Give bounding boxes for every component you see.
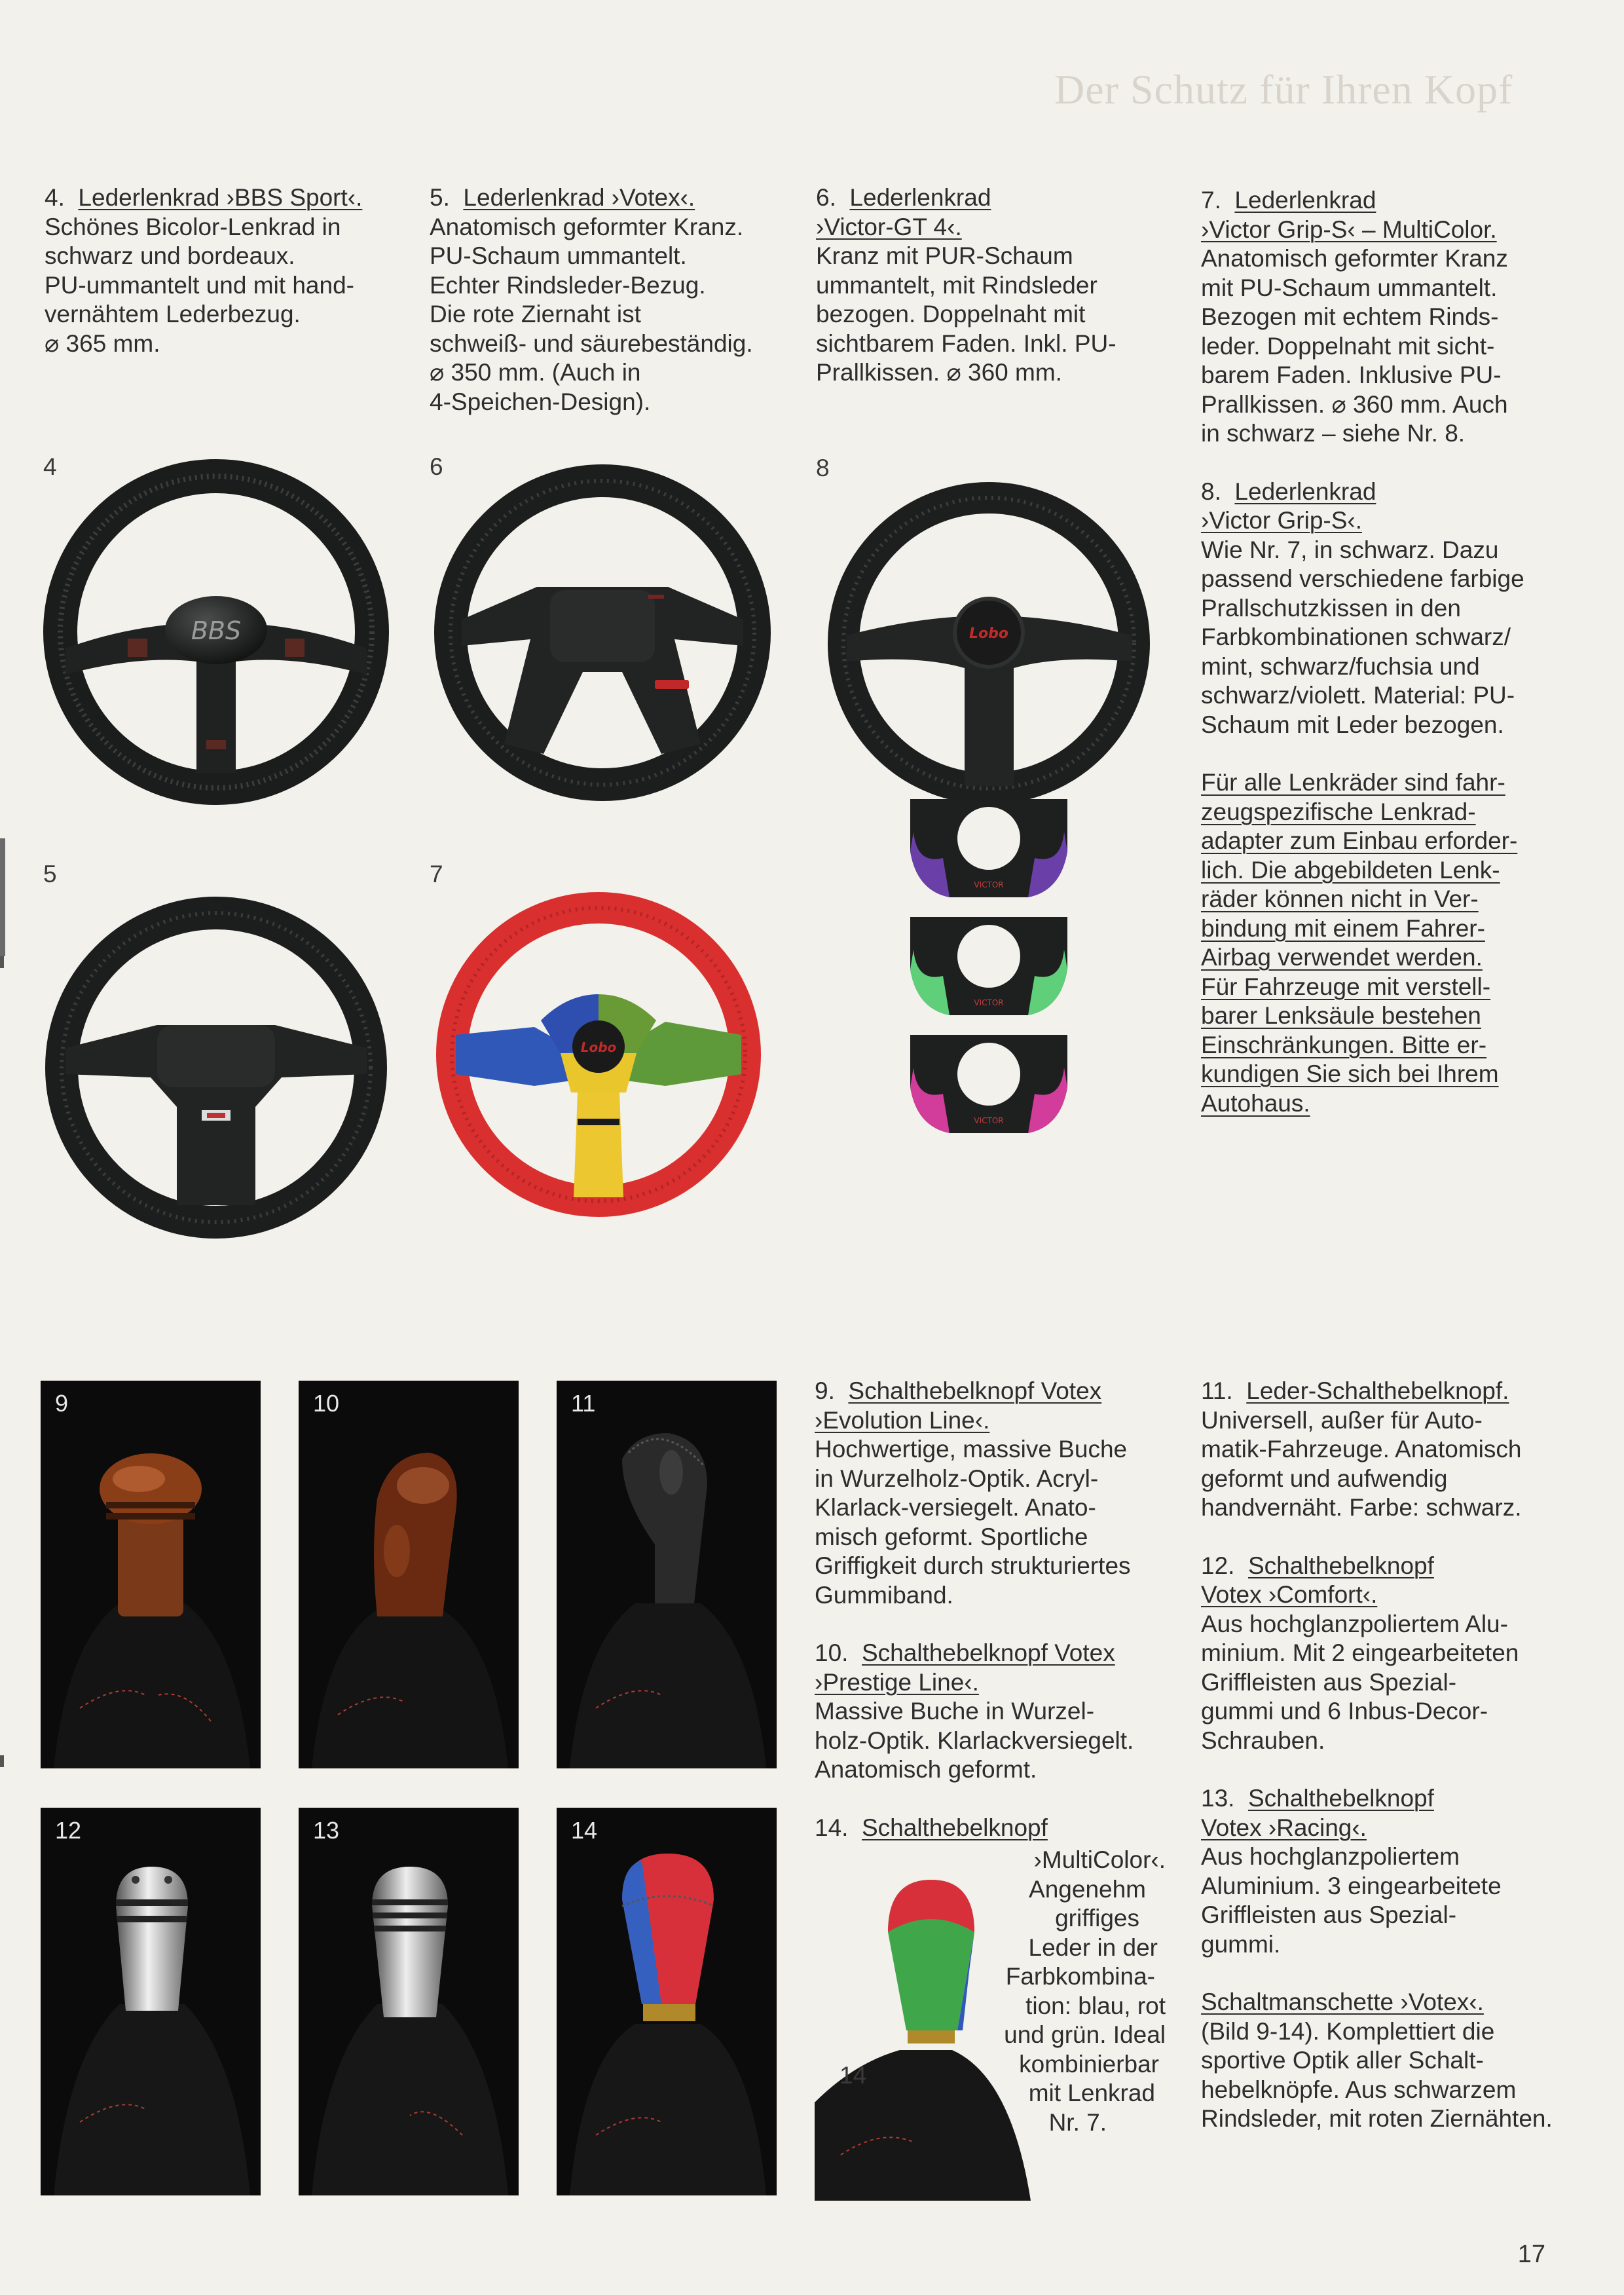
desc-line: Griffleisten aus Spezial- (1201, 1668, 1457, 1696)
photo-gear-knob-14 (557, 1808, 777, 2195)
item-number: 14. (815, 1814, 849, 1841)
desc-line: handvernäht. Farbe: schwarz. (1201, 1494, 1522, 1521)
desc-line: in Wurzelholz-Optik. Acryl- (815, 1465, 1099, 1492)
item-number: 9. (815, 1377, 835, 1404)
desc-line: geformt und aufwendig (1201, 1465, 1448, 1492)
item-title: Lederlenkrad ›BBS Sport‹. (78, 184, 363, 211)
desc-line: und grün. Ideal (1004, 2021, 1166, 2048)
photo-label: 10 (313, 1390, 340, 1417)
figure-label-7: 7 (430, 861, 443, 887)
note-line: bindung mit einem Fahrer- (1201, 914, 1485, 942)
note-line: Für alle Lenkräder sind fahr- (1201, 769, 1505, 796)
desc-line: passend verschiedene farbige (1201, 565, 1524, 592)
gear-knob-aluminium-comfort (41, 1808, 261, 2195)
note-line: kundigen Sie sich bei Ihrem (1201, 1060, 1499, 1087)
text-column-right (1201, 186, 1581, 1147)
note-line: zeugspezifische Lenkrad- (1201, 798, 1476, 825)
item-title: Schaltmanschette ›Votex‹. (1201, 1988, 1484, 2015)
gear-knob-wood-evolution (41, 1381, 261, 1768)
note-line: Autohaus. (1201, 1089, 1310, 1117)
item-number: 11. (1201, 1377, 1233, 1404)
gear-knob-leather (557, 1381, 777, 1768)
desc-line: Wie Nr. 7, in schwarz. Dazu (1201, 536, 1499, 563)
desc-line: sportive Optik aller Schalt- (1201, 2047, 1484, 2074)
page-edge-dot (0, 956, 4, 968)
desc-line: Kranz mit PUR-Schaum (816, 242, 1073, 269)
item-number: 8. (1201, 477, 1221, 505)
steering-wheel-victor-multicolor (430, 883, 770, 1223)
desc-line: schwarz/violett. Material: PU- (1201, 682, 1515, 709)
text-item-5 (430, 183, 796, 445)
desc-line: PU-ummantelt und mit hand- (45, 271, 354, 299)
desc-line: Farbkombinationen schwarz/ (1201, 624, 1511, 650)
steering-wheel-votex-4-spoke (426, 456, 779, 810)
victor-logo: VICTOR (974, 998, 1004, 1007)
note-line: barer Lenksäule bestehen (1201, 1002, 1481, 1029)
desc-line: minium. Mit 2 eingearbeiteten (1201, 1639, 1519, 1666)
desc-line: schweiß- und säurebeständig. (430, 329, 753, 357)
desc-line: Rindsleder, mit roten Ziernähten. (1201, 2105, 1553, 2132)
desc-line: Griffigkeit durch strukturiertes (815, 1552, 1131, 1579)
figure-label-5: 5 (43, 861, 57, 887)
desc-line: mint, schwarz/fuchsia und (1201, 652, 1480, 680)
photo-gear-knob-9 (41, 1381, 261, 1768)
text-item-8 (1201, 477, 1581, 740)
lobo-logo: Lobo (580, 1039, 617, 1055)
item-number: 12. (1201, 1552, 1235, 1579)
text-item-13 (1201, 1784, 1581, 1959)
item-title: Lederlenkrad ›Votex‹. (463, 184, 695, 211)
photo-label: 12 (55, 1817, 82, 1844)
note-line: adapter zum Einbau erforder- (1201, 827, 1518, 854)
desc-line: PU-Schaum ummantelt. (430, 242, 687, 269)
text-item-9 (815, 1377, 1181, 1610)
item-title: Votex ›Comfort‹. (1201, 1581, 1378, 1608)
gear-knob-wood-prestige (299, 1381, 519, 1768)
item-title: ›Victor-GT 4‹. (816, 213, 962, 240)
item-title: ›MultiColor‹. (1033, 1846, 1166, 1873)
gear-knob-multicolor (557, 1808, 777, 2195)
desc-line: holz-Optik. Klarlackversiegelt. (815, 1726, 1134, 1754)
note-line: Airbag verwendet werden. (1201, 944, 1483, 971)
page-header-title: Der Schutz für Ihren Kopf (1054, 66, 1513, 113)
page-edge-dot (0, 1755, 4, 1767)
desc-line: sichtbarem Faden. Inkl. PU- (816, 329, 1116, 357)
desc-line: Schaum mit Leder bezogen. (1201, 711, 1504, 738)
photo-label: 9 (55, 1390, 69, 1417)
text-item-14-heading (815, 1814, 1181, 1843)
text-item-10 (815, 1639, 1181, 1785)
desc-line: barem Faden. Inklusive PU- (1201, 362, 1502, 388)
desc-line: leder. Doppelnaht mit sicht- (1201, 332, 1495, 360)
item-title: ›Victor Grip-S‹. (1201, 507, 1363, 534)
item-title: Schalthebelknopf Votex (848, 1377, 1102, 1404)
figure-label-6: 6 (430, 453, 443, 480)
photo-label: 14 (571, 1817, 598, 1844)
text-shift-boot (1201, 1988, 1581, 2134)
desc-line: Aus hochglanzpoliertem (1201, 1843, 1460, 1870)
desc-line: gummi und 6 Inbus-Decor- (1201, 1698, 1488, 1725)
item-number: 10. (815, 1639, 849, 1666)
steering-wheel-victor-grip-s (817, 472, 1158, 812)
desc-line: Nr. 7. (1048, 2108, 1107, 2136)
victor-logo: VICTOR (974, 1116, 1004, 1125)
text-item-4 (45, 183, 411, 387)
desc-line: mit PU-Schaum ummantelt. (1201, 274, 1498, 301)
desc-line: Anatomisch geformter Kranz (1201, 245, 1508, 272)
desc-line: griffiges (1055, 1905, 1139, 1931)
item-title: Schalthebelknopf Votex (862, 1639, 1115, 1666)
desc-line: Anatomisch geformter Kranz. (430, 213, 744, 240)
desc-line: Schrauben. (1201, 1726, 1325, 1754)
steering-wheel-bbs-sport (39, 458, 393, 812)
item-number: 7. (1201, 187, 1221, 214)
photo-label: 11 (571, 1390, 596, 1417)
desc-line: matik-Fahrzeuge. Anatomisch (1201, 1436, 1522, 1463)
victor-logo: VICTOR (974, 880, 1004, 889)
item-title: Lederlenkrad (1234, 187, 1376, 214)
desc-line: vernähtem Lederbezug. (45, 301, 301, 327)
note-line: Einschränkungen. Bitte er- (1201, 1031, 1487, 1058)
text-item-12 (1201, 1552, 1581, 1756)
desc-line: tion: blau, rot (1025, 1992, 1166, 2019)
pad-cover-fuchsia (910, 1035, 1067, 1133)
desc-line: Die rote Ziernaht ist (430, 301, 641, 327)
desc-line: Bezogen mit echtem Rinds- (1201, 303, 1499, 330)
desc-line: Prallkissen. ⌀ 360 mm. Auch (1201, 390, 1508, 418)
figure-label-14: 14 (840, 2062, 867, 2089)
figure-label-4: 4 (43, 453, 57, 480)
photo-gear-knob-13 (299, 1808, 519, 2195)
steering-wheel-votex (39, 891, 393, 1244)
note-line: Für Fahrzeuge mit verstell- (1201, 973, 1491, 1000)
note-line: räder können nicht in Ver- (1201, 886, 1479, 912)
item-title: Schalthebelknopf (862, 1814, 1048, 1841)
impact-pad-covers (904, 786, 1074, 1179)
photo-gear-knob-11 (557, 1381, 777, 1768)
desc-line: Gummiband. (815, 1581, 953, 1609)
photo-gear-knob-12 (41, 1808, 261, 2195)
item-title: Votex ›Racing‹. (1201, 1814, 1367, 1841)
desc-line: Aluminium. 3 eingearbeitete (1201, 1872, 1502, 1899)
page-edge-mark (0, 838, 5, 956)
desc-line: ⌀ 365 mm. (45, 329, 160, 357)
text-column-gear-left (815, 1377, 1181, 1842)
desc-line: Angenehm (1029, 1875, 1146, 1903)
mounting-note (1201, 768, 1581, 1118)
bbs-logo: BBS (191, 616, 242, 645)
desc-line: Prallkissen. ⌀ 360 mm. (816, 359, 1062, 386)
desc-line: Leder in der (1028, 1933, 1158, 1961)
desc-line: misch geformt. Sportliche (815, 1523, 1088, 1550)
text-item-7 (1201, 186, 1581, 449)
item-title: Schalthebelknopf (1248, 1785, 1434, 1812)
text-item-11 (1201, 1377, 1581, 1523)
desc-line: Farbkombina- (1005, 1963, 1155, 1990)
desc-line: kombinierbar (1019, 2050, 1159, 2078)
desc-line: gummi. (1201, 1930, 1281, 1958)
desc-line: Anatomisch geformt. (815, 1756, 1037, 1783)
item-title: ›Victor Grip-S‹ – MultiColor. (1201, 215, 1497, 243)
item-title: Lederlenkrad (1234, 477, 1376, 505)
page-number: 17 (1517, 2241, 1545, 2268)
gear-knob-aluminium-racing (299, 1808, 519, 2195)
item-number: 6. (816, 184, 836, 211)
item-title: ›Prestige Line‹. (815, 1668, 979, 1696)
item-number: 4. (45, 184, 65, 211)
pad-cover-violet (910, 799, 1067, 897)
desc-line: Universell, außer für Auto- (1201, 1406, 1483, 1434)
desc-line: bezogen. Doppelnaht mit (816, 301, 1086, 327)
item-title: Schalthebelknopf (1248, 1552, 1434, 1579)
item-title: Lederlenkrad (849, 184, 991, 211)
pad-cover-mint (910, 917, 1067, 1015)
figure-label-8: 8 (816, 455, 830, 481)
text-item-14-body (904, 1846, 1166, 2137)
item-title: Leder-Schalthebelknopf. (1246, 1377, 1509, 1404)
desc-line: Griffleisten aus Spezial- (1201, 1901, 1457, 1928)
item-title: ›Evolution Line‹. (815, 1406, 990, 1434)
text-column-gear-right (1201, 1377, 1581, 2163)
desc-line: Massive Buche in Wurzel- (815, 1698, 1095, 1725)
desc-line: Hochwertige, massive Buche (815, 1436, 1128, 1463)
desc-line: Klarlack-versiegelt. Anato- (815, 1494, 1096, 1521)
note-line: lich. Die abgebildeten Lenk- (1201, 856, 1500, 884)
desc-line: Schönes Bicolor-Lenkrad in (45, 213, 341, 240)
desc-line: mit Lenkrad (1028, 2080, 1155, 2106)
desc-line: ummantelt, mit Rindsleder (816, 271, 1098, 299)
text-item-6 (816, 183, 1183, 417)
item-number: 5. (430, 184, 450, 211)
desc-line: hebelknöpfe. Aus schwarzem (1201, 2076, 1517, 2103)
desc-line: ⌀ 350 mm. (Auch in (430, 359, 641, 386)
photo-gear-knob-10 (299, 1381, 519, 1768)
item-number: 13. (1201, 1785, 1235, 1812)
photo-label: 13 (313, 1817, 340, 1844)
lobo-logo: Lobo (969, 625, 1008, 642)
desc-line: Aus hochglanzpoliertem Alu- (1201, 1610, 1508, 1637)
desc-line: schwarz und bordeaux. (45, 242, 295, 269)
desc-line: in schwarz – siehe Nr. 8. (1201, 420, 1466, 447)
desc-line: Echter Rindsleder-Bezug. (430, 271, 706, 299)
desc-line: (Bild 9-14). Komplettiert die (1201, 2017, 1495, 2045)
desc-line: 4-Speichen-Design). (430, 388, 651, 415)
desc-line: Prallschutzkissen in den (1201, 594, 1461, 622)
